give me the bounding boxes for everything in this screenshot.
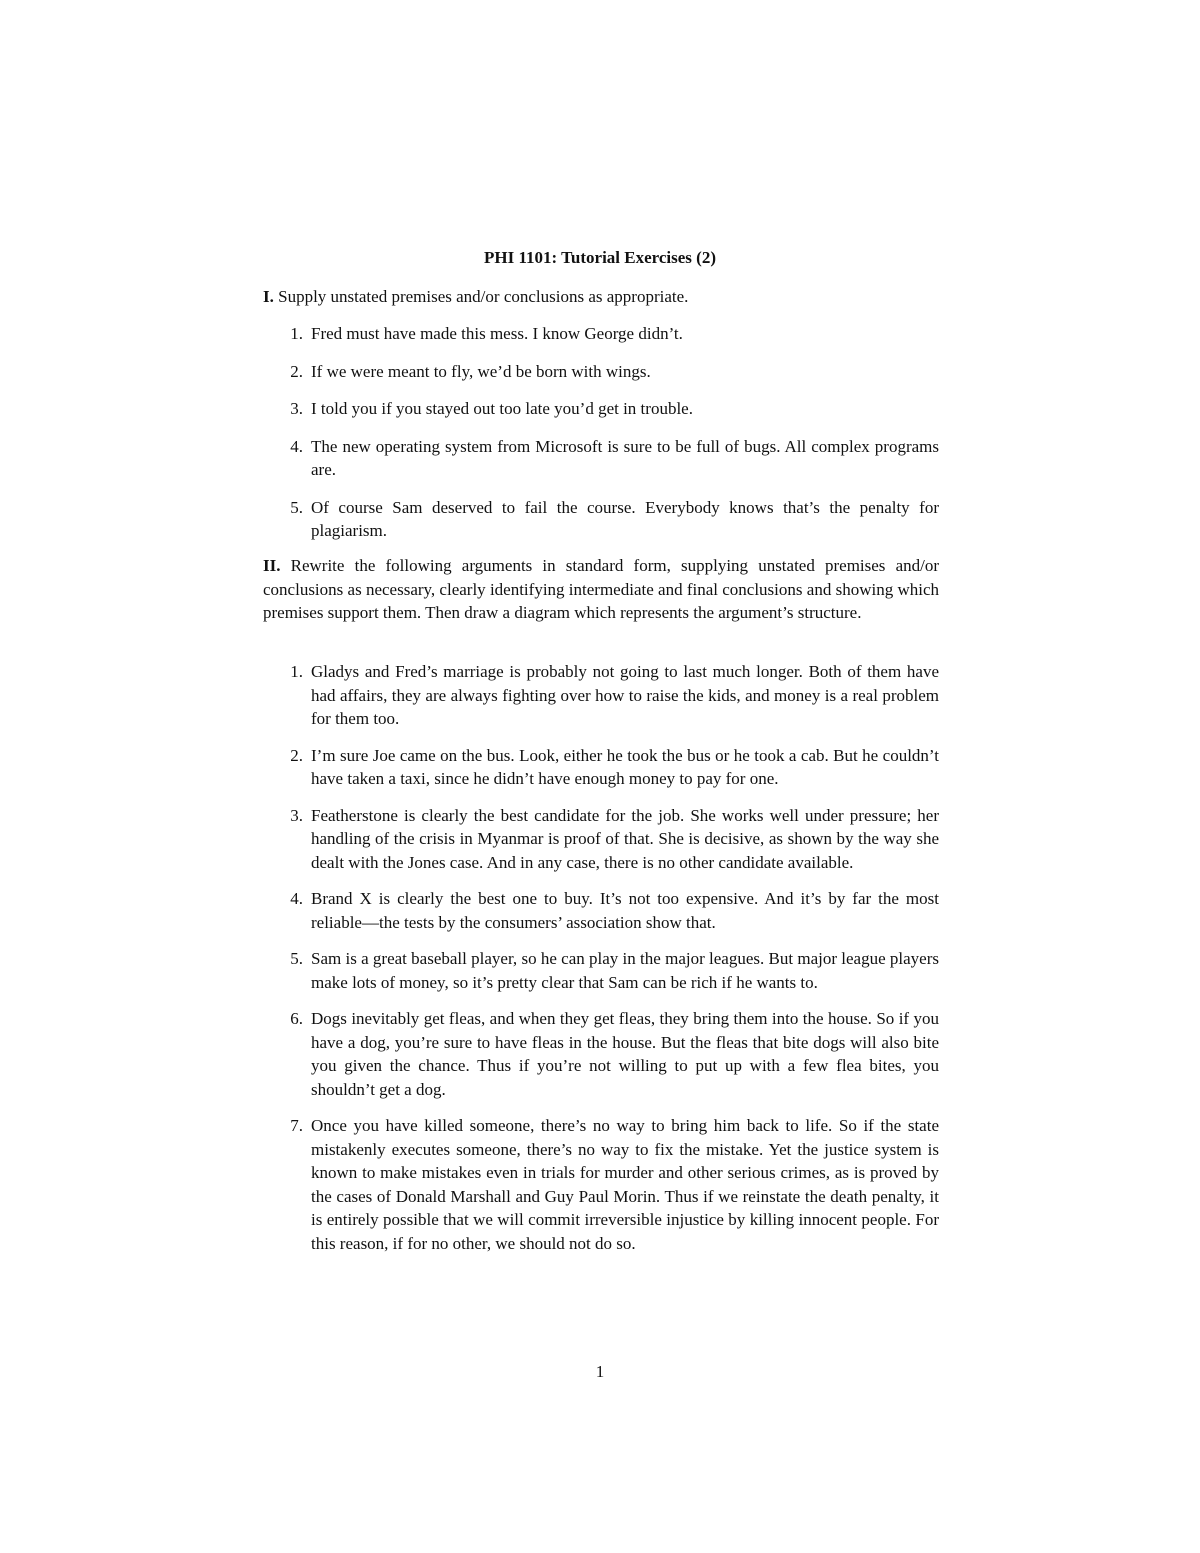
section-2-number: II. [263, 556, 281, 575]
item-number: 2 . [273, 360, 307, 384]
item-number: 3 . [273, 804, 307, 828]
list-item [263, 397, 939, 421]
item-number: 5 . [273, 947, 307, 971]
item-text: Featherstone is clearly the best candidate for the job. She works well under pressure; her handling of the crisis in Myanmar is proof of that. She is decisive, as shown by the way she dealt with the Jones case. And in any case, there is no other candidate available. [311, 805, 939, 872]
item-number: 2 . [273, 744, 307, 768]
item-number: 3 . [273, 397, 307, 421]
section-1-list [263, 322, 939, 543]
section-1-heading [263, 285, 939, 309]
item-number: 7 . [273, 1114, 307, 1138]
list-item [263, 947, 939, 994]
item-text: Sam is a great baseball player, so he can play in the major leagues. But major league players make lots of money, so it’s pretty clear that Sam can be rich if he wants to. [311, 949, 939, 992]
item-text: Gladys and Fred’s marriage is probably not going to last much longer. Both of them have had affairs, they are always fighting over how to raise the kids, and money is a real problem for them too. [311, 662, 939, 728]
section-2-heading [263, 554, 939, 625]
page-title: PHI 1101: Tutorial Exercises (2) [483, 248, 716, 267]
item-text: Dogs inevitably get fleas, and when they get fleas, they bring them into the house. So if you have a dog, you’re sure to have fleas in the house. But the fleas that bite dogs will also bite you given the chance. Thus if you’re not willing to put up with a few flea bites, you shouldn’t get a dog. [311, 1009, 939, 1099]
item-text: The new operating system from Microsoft is sure to be full of bugs. All complex programs are. [311, 436, 939, 479]
list-item [263, 660, 939, 731]
item-number: 4 . [273, 887, 307, 911]
list-item [263, 435, 939, 482]
list-item [263, 804, 939, 875]
section-1-instruction: Supply unstated premises and/or conclusions as appropriate. [278, 287, 689, 306]
item-text: Once you have killed someone, there’s no way to bring him back to life. So if the state mistakenly executes someone, there’s no way to fix the mistake. Yet the justice system is known to make mistakes even in trials for murder and other serious crimes, as is proved by the cases of Donald Marshall and Guy Paul Morin. Thus if we reinstate the death penalty, it is entirely possible that we will commit irreversible injustice by killing innocent people. For this reason, if for no other, we should not do so. [311, 1116, 939, 1253]
item-number: 6 . [273, 1007, 307, 1031]
item-text: If we were meant to fly, we’d be born with wings. [311, 361, 651, 381]
page-number: 1 [595, 1362, 605, 1381]
list-item [263, 360, 939, 384]
item-text: Of course Sam deserved to fail the course. Everybody knows that’s the penalty for plagiarism. [311, 497, 939, 540]
list-item [263, 496, 939, 543]
item-number: 1 . [273, 322, 307, 346]
item-text: Brand X is clearly the best one to buy. It’s not too expensive. And it’s by far the most reliable—the tests by the consumers’ association show that. [311, 889, 939, 932]
item-number: 4 . [273, 435, 307, 459]
item-number: 5 . [273, 496, 307, 520]
section-2-instruction: Rewrite the following arguments in standard form, supplying unstated premises and/or conclusions as necessary, clearly identifying intermediate and final conclusions and showing which premises support them. Then draw a diagram which represents the argument’s structure. [263, 556, 939, 622]
item-text: Fred must have made this mess. I know George didn’t. [311, 324, 683, 343]
list-item [263, 744, 939, 791]
list-item [263, 1007, 939, 1101]
section-2-list [263, 660, 939, 1255]
list-item [263, 322, 939, 346]
list-item [263, 887, 939, 934]
item-text: I told you if you stayed out too late you’d get in trouble. [311, 399, 693, 418]
item-text: I’m sure Joe came on the bus. Look, either he took the bus or he took a cab. But he couldn’t have taken a taxi, since he didn’t have enough money to pay for one. [311, 745, 939, 788]
item-number: 1 . [273, 660, 307, 684]
list-item [263, 1114, 939, 1255]
section-1-number: I. [263, 287, 274, 306]
